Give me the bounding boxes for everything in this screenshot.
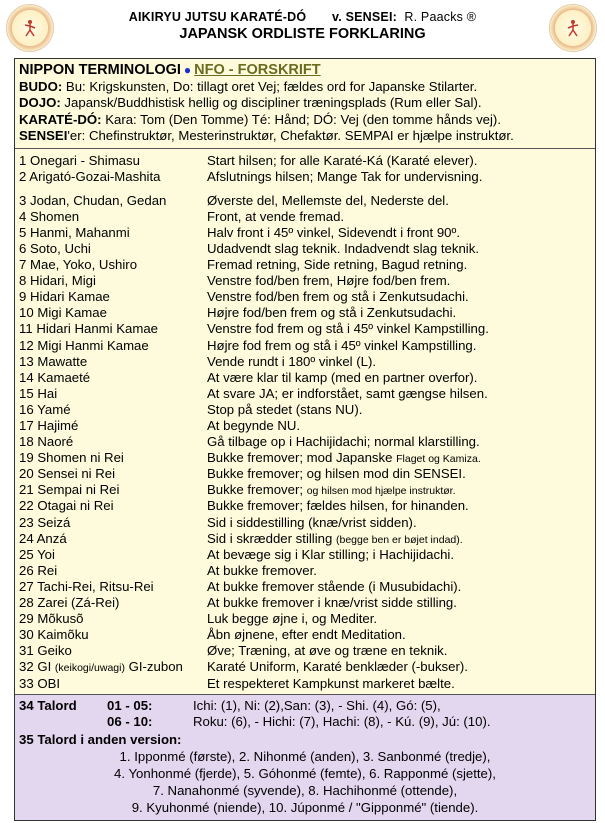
term-definition-text: Karaté Uniform, Karaté benklæder (-bukser). [207, 659, 468, 675]
term-definition [207, 659, 591, 675]
term-definition-text: Gå tilbage op i Hachijidachi; normal klarstilling. [207, 434, 480, 450]
term-row [19, 563, 591, 579]
term-definition [207, 273, 591, 289]
intro-line [19, 95, 591, 112]
term-definition-text: At bevæge sig i Klar stilling; i Hachijidachi. [207, 546, 455, 562]
term-name [19, 241, 207, 257]
term-definition-text: Sid i siddestilling (knæ/vrist sidden). [207, 514, 417, 530]
talord-values-2: Roku: (6), - Hichi: (7), Hachi: (8), - Kú. (9), Jú: (10). [193, 714, 491, 730]
talord-range-1: 01 - 05: [107, 697, 153, 713]
term-definition-text: At være klar til kamp (med en partner overfor). [207, 369, 478, 385]
term-name-text: 7 Mae, Yoko, Ushiro [19, 257, 138, 273]
term-row [19, 418, 591, 434]
term-name [19, 659, 207, 675]
term-name-text: 2 Arigató-Gozai-Mashita [19, 168, 161, 184]
term-definition-text: Luk begge øjne i, og Mediter. [207, 611, 378, 627]
term-row [19, 450, 591, 466]
intro-line [19, 79, 591, 96]
term-name [19, 370, 207, 386]
term-row [19, 305, 591, 321]
term-definition-text: Start hilsen; for alle Karaté-Ká (Karaté elever). [207, 152, 478, 168]
term-name-text: 28 Zarei (Zá-Rei) [19, 595, 120, 611]
term-name-text: 6 Soto, Uchi [19, 240, 91, 256]
term-row [19, 209, 591, 225]
term-row [19, 225, 591, 241]
term-definition-text: Sid i skrædder stilling [207, 530, 336, 546]
term-definition-text: At svare JA; er indforstået, samt gængse hilsen. [207, 385, 488, 401]
term-definition-text: Udadvendt slag teknik. Indadvendt slag teknik. [207, 240, 479, 256]
term-definition [207, 498, 591, 514]
term-row [19, 402, 591, 418]
term-name-text: 17 Hajimé [19, 418, 79, 433]
term-definition [207, 563, 591, 579]
term-definition [207, 418, 591, 434]
term-row [19, 627, 591, 643]
term-name-text: 9 Hidari Kamae [19, 289, 110, 305]
term-definition-text: Front, at vende fremad. [207, 208, 345, 224]
term-name [19, 531, 207, 547]
term-name-text: 24 Anzá [19, 530, 67, 546]
term-definition [207, 515, 591, 531]
term-row [19, 547, 591, 563]
term-name [19, 169, 207, 185]
term-name-text: 32 GI [19, 659, 55, 675]
intro-term: KARATÉ-DÓ: [19, 111, 102, 127]
term-name [19, 676, 207, 692]
term-definition [207, 354, 591, 370]
term-row [19, 676, 591, 692]
term-name [19, 515, 207, 531]
term-name-text: 18 Naoré [19, 434, 74, 450]
term-row [19, 466, 591, 482]
talord-label: 34 Talord [19, 697, 77, 713]
term-definition [207, 153, 591, 169]
header-line-1 [0, 10, 605, 24]
term-name-text: 31 Geiko [19, 643, 72, 659]
term-definition [207, 531, 591, 547]
term-row [19, 241, 591, 257]
term-name [19, 305, 207, 321]
term-row [19, 338, 591, 354]
term-name [19, 402, 207, 418]
term-name-text: 13 Mawatte [19, 353, 88, 369]
term-name [19, 289, 207, 305]
term-definition-text: At begynde NU. [207, 418, 301, 433]
talord-row-2 [19, 714, 591, 731]
version-line: 7. Nanahonmé (syvende), 8. Hachihonmé (ottende), [152, 782, 458, 798]
term-name-text: 15 Hai [19, 385, 58, 401]
term-name [19, 611, 207, 627]
term-definition-text: Bukke fremover; fældes hilsen, for hinanden. [207, 498, 469, 514]
term-row [19, 289, 591, 305]
talord-values-1: Ichi: (1), Ni: (2),San: (3), - Shi. (4), Gó: (5), [193, 697, 441, 713]
term-definition [207, 169, 591, 185]
term-definition [207, 482, 591, 498]
term-definition-text: Vende rundt i 180º vinkel (L). [207, 353, 377, 369]
term-name-text: 4 Shomen [19, 208, 80, 224]
term-definition [207, 193, 591, 209]
intro-term: DOJO: [19, 95, 61, 110]
term-definition [207, 338, 591, 354]
term-name [19, 338, 207, 354]
term-definition [207, 386, 591, 402]
term-name [19, 627, 207, 643]
term-name [19, 193, 207, 209]
term-name-text: 30 Kaimõku [19, 627, 89, 643]
term-name-text: 21 Sempai ni Rei [19, 482, 120, 498]
term-row [19, 611, 591, 627]
term-definition-note: Flaget og Kamiza. [396, 453, 481, 466]
version-line: 9. Kyuhonmé (niende), 10. Júponmé / "Gipponmé" (tiende). [131, 799, 479, 815]
talord-spacer [19, 714, 107, 731]
term-definition-text: Venstre fod/ben frem og stå i Zenkutsudachi. [207, 289, 469, 305]
term-name-text: 23 Seizá [19, 514, 71, 530]
term-row [19, 595, 591, 611]
term-definition [207, 305, 591, 321]
term-definition [207, 241, 591, 257]
version-lines [19, 748, 591, 816]
term-name [19, 450, 207, 466]
term-definition [207, 225, 591, 241]
term-definition [207, 321, 591, 337]
term-name-text: 3 Jodan, Chudan, Gedan [19, 192, 167, 208]
nfo-link[interactable]: NFO - FORSKRIFT [194, 62, 321, 78]
term-definition-text: Højre fod/ben frem og stå i Zenkutsudachi. [207, 305, 457, 321]
intro-text: Japansk/Buddhistisk hellig og discipliner træningsplads (Rum eller Sal). [60, 95, 482, 110]
term-name-text: 10 Migi Kamae [19, 305, 107, 321]
bullet-icon: ● [183, 63, 192, 77]
document-header [0, 10, 605, 42]
term-name [19, 225, 207, 241]
version-title: 35 Talord i anden version: [19, 731, 182, 747]
term-name [19, 595, 207, 611]
term-name [19, 354, 207, 370]
term-name [19, 153, 207, 169]
term-row [19, 434, 591, 450]
document-title: JAPANSK ORDLISTE FORKLARING [179, 26, 426, 42]
term-definition-text: Bukke fremover; mod Japanske [207, 450, 397, 466]
term-definition [207, 579, 591, 595]
term-row [19, 659, 591, 675]
term-row [19, 169, 591, 185]
term-name-text: 5 Hanmi, Mahanmi [19, 224, 130, 240]
term-row [19, 531, 591, 547]
term-definition-text: At bukke fremover. [207, 562, 317, 578]
terms-list [15, 149, 595, 694]
talord-section [15, 694, 595, 820]
term-row [19, 515, 591, 531]
term-row [19, 257, 591, 273]
term-name-text: 14 Kamaeté [19, 369, 91, 385]
term-definition-text: Stop på stedet (stans NU). [207, 401, 363, 417]
term-row [19, 354, 591, 370]
term-name-text: 16 Yamé [19, 401, 71, 417]
term-name [19, 466, 207, 482]
term-definition-text: Højre fod frem og stå i 45º vinkel Kampstilling. [207, 337, 477, 353]
term-definition [207, 434, 591, 450]
term-definition [207, 289, 591, 305]
term-name [19, 418, 207, 434]
school-name: AIKIRYU JUTSU KARATÉ-DÓ [128, 10, 307, 24]
intro-term: BUDO: [19, 78, 63, 94]
term-row [19, 153, 591, 169]
term-definition-text: At bukke fremover stående (i Musubidachi). [207, 578, 462, 594]
term-definition-text: Et respekteret Kampkunst markeret bælte. [207, 675, 455, 691]
term-definition [207, 450, 591, 466]
term-name [19, 273, 207, 289]
term-name [19, 482, 207, 498]
sensei-prefix: v. SENSEI: [332, 10, 397, 24]
term-definition [207, 547, 591, 563]
term-name-text: 20 Sensei ni Rei [19, 466, 116, 482]
term-name [19, 209, 207, 225]
sensei-name: R. Paacks ® [404, 10, 477, 24]
term-row [19, 579, 591, 595]
term-name [19, 321, 207, 337]
term-definition [207, 257, 591, 273]
term-row [19, 482, 591, 498]
term-definition-text: At bukke fremover i knæ/vrist sidde stilling. [207, 595, 457, 611]
intro-line [19, 128, 591, 145]
term-name-text: 26 Rei [19, 562, 58, 578]
intro-text: Kara: Tom (Den Tomme) Té: Hånd; DÓ: Vej (den tomme hånds vej). [101, 111, 501, 127]
glossary-sheet [14, 58, 596, 821]
term-name [19, 563, 207, 579]
term-definition [207, 209, 591, 225]
term-name-text: 33 OBI [19, 675, 61, 691]
term-definition [207, 466, 591, 482]
version-line: 4. Yonhonmé (fjerde), 5. Góhonmé (femte), 6. Rapponmé (sjette), [114, 765, 496, 781]
intro-text: Bu: Krigskunsten, Do: tillagt oret Vej; fældes ord for Japanske Stilarter. [62, 78, 478, 94]
term-definition-text: Bukke fremover; [207, 482, 307, 498]
term-row [19, 498, 591, 514]
term-name-text: 29 Mõkusõ [19, 611, 84, 627]
term-definition-text: Øverste del, Mellemste del, Nederste del. [207, 192, 449, 208]
term-name [19, 257, 207, 273]
intro-title-line [19, 62, 591, 79]
term-definition [207, 402, 591, 418]
section-title: NIPPON TERMINOLOGI [19, 62, 181, 78]
intro-term: SENSEI [19, 128, 68, 143]
term-row [19, 370, 591, 386]
talord-row-1 [19, 698, 591, 715]
term-row [19, 386, 591, 402]
term-definition [207, 611, 591, 627]
talord-range-2: 06 - 10: [107, 714, 153, 730]
term-row [19, 321, 591, 337]
term-name [19, 579, 207, 595]
term-definition-note: og hilsen mod hjælpe instruktør. [306, 485, 456, 498]
term-name-text: 25 Yoi [19, 546, 55, 562]
term-definition-text: Åbn øjnene, efter endt Meditation. [207, 627, 406, 643]
term-name-text: 1 Onegari - Shimasu [19, 152, 140, 168]
version-line: 1. Ipponmé (første), 2. Nihonmé (anden), 3. Sanbonmé (tredje), [119, 748, 491, 764]
row-gap [19, 185, 591, 193]
term-name [19, 547, 207, 563]
term-definition [207, 370, 591, 386]
term-definition [207, 676, 591, 692]
term-definition-text: Øve; Træning, at øve og træne en teknik. [207, 643, 448, 659]
term-name-suffix: GI-zubon [124, 659, 183, 675]
term-definition [207, 643, 591, 659]
term-name-text: 11 Hidari Hanmi Kamae [19, 321, 159, 337]
term-row [19, 273, 591, 289]
term-name-text: 12 Migi Hanmi Kamae [19, 337, 149, 353]
term-name-text: 8 Hidari, Migi [19, 273, 96, 289]
term-row [19, 193, 591, 209]
term-definition [207, 627, 591, 643]
intro-text: 'er: Chefinstruktør, Mesterinstruktør, Chefaktør. SEMPAI er hjælpe instruktør. [67, 128, 514, 143]
term-name-text: 19 Shomen ni Rei [19, 450, 124, 466]
term-definition-text: Halv front i 45º vinkel, Sidevendt i front 90º. [207, 224, 460, 240]
term-definition [207, 595, 591, 611]
term-name [19, 434, 207, 450]
term-definition-text: Afslutnings hilsen; Mange Tak for undervisning. [207, 168, 483, 184]
intro-section [15, 59, 595, 149]
term-definition-note: (begge ben er bøjet indad). [336, 533, 463, 546]
term-name-text: 27 Tachi-Rei, Ritsu-Rei [19, 578, 154, 594]
sensei-credit [332, 10, 476, 24]
term-definition-text: Venstre fod frem og stå i 45º vinkel Kampstilling. [207, 321, 489, 337]
term-row [19, 643, 591, 659]
term-definition-text: Bukke fremover; og hilsen mod din SENSEI. [207, 466, 466, 482]
term-definition-text: Fremad retning, Side retning, Bagud retning. [207, 257, 468, 273]
term-name [19, 386, 207, 402]
term-definition-text: Venstre fod/ben frem, Højre fod/ben frem. [207, 273, 451, 289]
term-name-text: 22 Otagai ni Rei [19, 498, 114, 514]
term-name [19, 498, 207, 514]
term-name [19, 643, 207, 659]
intro-line [19, 112, 591, 129]
term-name-note: (keikogi/uwagi) [54, 662, 125, 675]
